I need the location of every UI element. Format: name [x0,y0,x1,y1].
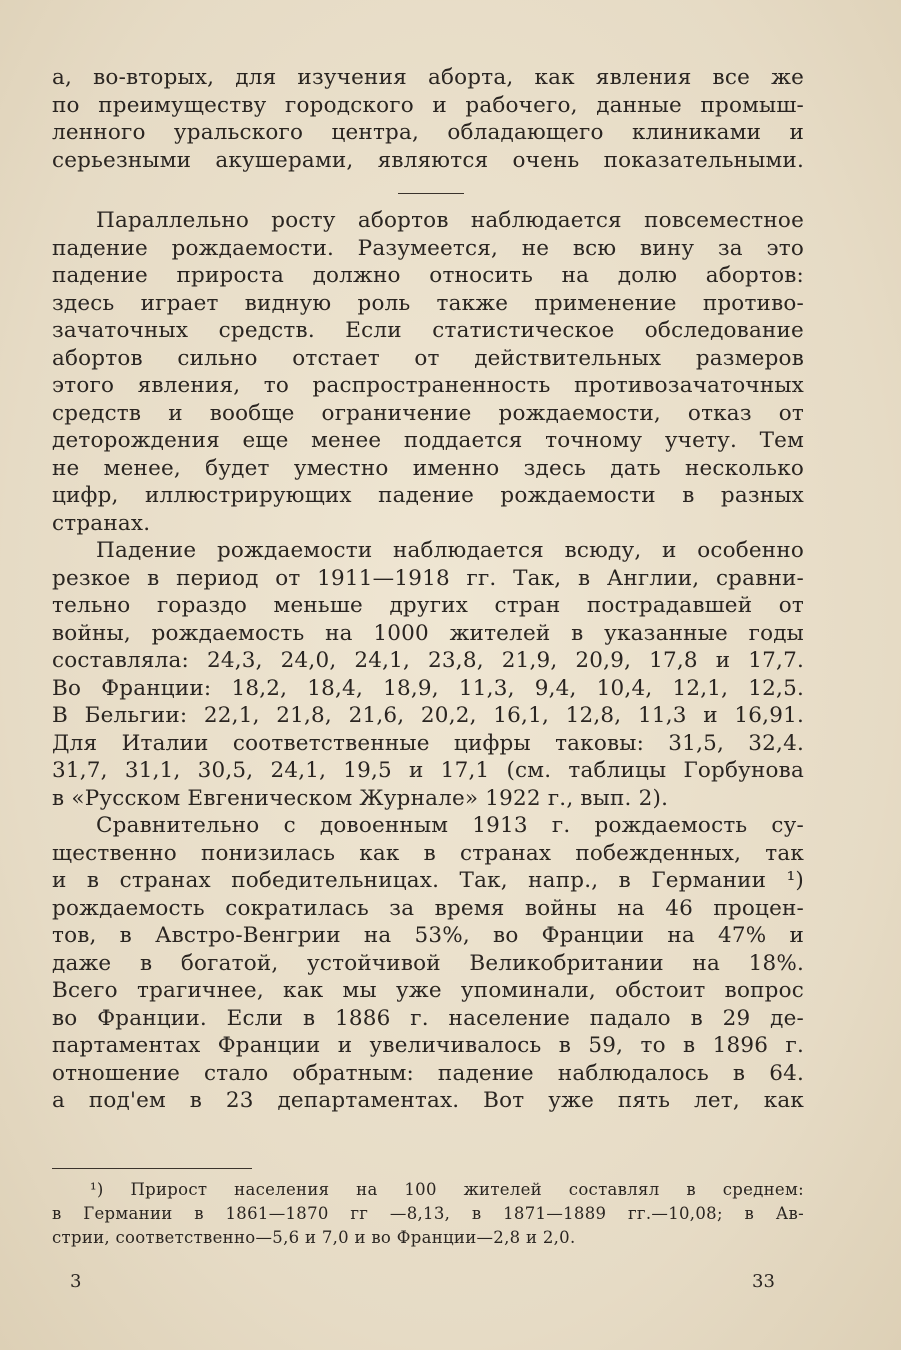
text-line: составляла: 24,3, 24,0, 24,1, 23,8, 21,9, 20,9, 17,8 и 17,7. [52,648,804,673]
footnote-line: стрии, соответственно—5,6 и 7,0 и во Франции—2,8 и 2,0. [52,1228,576,1247]
paragraph-birth-rate-decline [52,207,804,537]
text-line: Для Италии соответственные цифры таковы: 31,5, 32,4. [52,730,804,756]
signature-mark: 3 [70,1271,82,1292]
intro-paragraph [52,64,804,174]
text-line: Падение рождаемости наблюдается всюду, и особенно [96,538,804,563]
text-line: средств и вообще ограничение рождаемости, отказ от [52,400,804,426]
text-line: падение прироста должно относить на долю абортов: [52,263,804,288]
paragraph-country-figures [52,537,804,812]
main-text [52,207,804,1115]
text-line: Всего трагичнее, как мы уже упоминали, обстоит вопрос [52,978,804,1003]
text-line: тельно гораздо меньше других стран пострадавшей от [52,593,804,618]
text-line: по преимуществу городского и рабочего, данные промыш- [52,92,804,118]
text-line: здесь играет видную роль также применение противо- [52,290,804,316]
text-line: деторождения еще менее поддается точному учету. Тем [52,428,804,453]
text-line: щественно понизилась как в странах побежденных, так [52,840,804,866]
text-line: 31,7, 31,1, 30,5, 24,1, 19,5 и 17,1 (см. таблицы Горбунова [52,758,804,783]
text-line: Сравнительно с довоенным 1913 г. рождаемость су- [96,813,804,838]
footnote-line: в Германии в 1861—1870 гг —8,13, в 1871—1889 гг.—10,08; в Ав- [52,1204,804,1223]
text-line: странах. [52,510,151,536]
text-line: отношение стало обратным: падение наблюдалось в 64. [52,1060,804,1086]
text-line: цифр, иллюстрирующих падение рождаемости в разных [52,483,804,508]
footnote-line: ¹) Прирост населения на 100 жителей составлял в среднем: [90,1180,804,1199]
text-line: Во Франции: 18,2, 18,4, 18,9, 11,3, 9,4, 10,4, 12,1, 12,5. [52,675,804,701]
text-line: во Франции. Если в 1886 г. население падало в 29 де- [52,1005,804,1031]
text-line: этого явления, то распространенность противозачаточных [52,373,804,398]
text-line: серьезными акушерами, являются очень показательными. [52,147,804,173]
text-line: партаментах Франции и увеличивалось в 59, то в 1896 г. [52,1033,804,1058]
text-line: даже в богатой, устойчивой Великобритании на 18%. [52,950,804,976]
text-line: падение рождаемости. Разумеется, не всю вину за это [52,235,804,261]
section-divider [398,193,464,194]
paragraph-prewar-comparison [52,812,804,1115]
text-line: тов, в Австро-Венгрии на 53%, во Франции на 47% и [52,923,804,948]
text-line: зачаточных средств. Если статистическое обследование [52,318,804,343]
text-line: войны, рождаемость на 1000 жителей в указанные годы [52,620,804,646]
text-line: абортов сильно отстает от действительных размеров [52,345,804,371]
text-line: рождаемость сократилась за время войны на 46 процен- [52,895,804,921]
text-line: и в странах победительницах. Так, напр., в Германии ¹) [52,868,804,893]
text-line: в «Русском Евгеническом Журнале» 1922 г., вып. 2). [52,785,669,811]
text-line: ленного уральского центра, обладающего клиниками и [52,120,804,145]
text-line: В Бельгии: 22,1, 21,8, 21,6, 20,2, 16,1, 12,8, 11,3 и 16,91. [52,703,804,728]
footnote [52,1178,804,1250]
page-number: 33 [752,1271,775,1292]
text-line: а, во-вторых, для изучения аборта, как явления все же [52,65,804,90]
text-line: а под'ем в 23 департаментах. Вот уже пять лет, как [52,1088,804,1113]
text-line: Параллельно росту абортов наблюдается повсеместное [96,208,804,233]
text-line: не менее, будет уместно именно здесь дать несколько [52,455,804,481]
footnote-divider [52,1168,252,1169]
text-line: резкое в период от 1911—1918 гг. Так, в Англии, сравни- [52,565,804,591]
